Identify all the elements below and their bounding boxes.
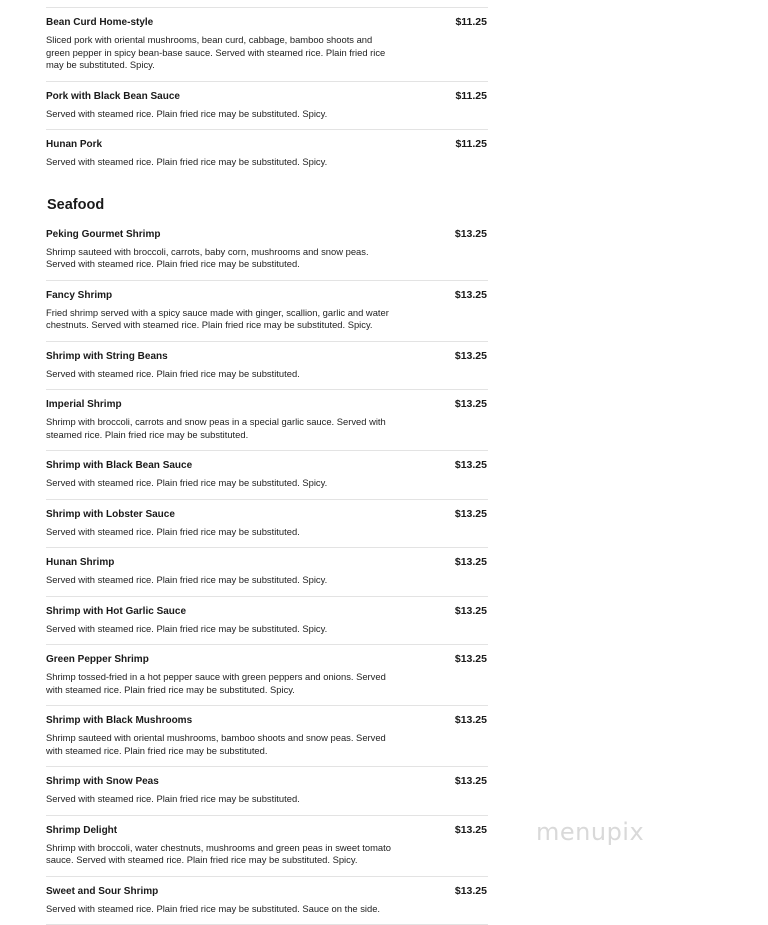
item-name: Pork with Black Bean Sauce (46, 90, 180, 102)
item-description: Served with steamed rice. Plain fried rice may be substituted. Spicy. (46, 622, 328, 634)
item-price: $11.25 (455, 89, 487, 102)
item-description: Served with steamed rice. Plain fried rice may be substituted. (46, 793, 300, 804)
item-description: Shrimp sauteed with broccoli, carrots, baby corn, mushrooms and snow peas. Served with steamed rice. Plain fried rice may be substituted. (46, 245, 369, 269)
item-name: Shrimp with Hot Garlic Sauce (46, 605, 187, 617)
item-description: Served with steamed rice. Plain fried rice may be substituted. (46, 525, 300, 537)
item-name: Imperial Shrimp (46, 399, 122, 410)
item-name: Green Pepper Shrimp (46, 654, 149, 665)
menu-item (46, 220, 488, 280)
item-price: $13.25 (454, 653, 487, 665)
item-name: Shrimp with Black Bean Sauce (46, 460, 193, 471)
item-name: Sweet and Sour Shrimp (46, 885, 159, 897)
menu-item (46, 81, 488, 130)
item-description: Served with steamed rice. Plain fried rice may be substituted. Spicy. (46, 107, 328, 119)
menu-item (46, 341, 488, 390)
item-price: $13.25 (454, 604, 487, 617)
item-name: Hunan Shrimp (46, 557, 115, 568)
item-price: $13.25 (454, 556, 487, 568)
menu-item (46, 876, 488, 925)
item-description: Shrimp with broccoli, carrots and snow peas in a special garlic sauce. Served with steamed rice. Plain fried rice may be substituted. (46, 416, 386, 440)
menu-item (46, 8, 488, 81)
item-name: Shrimp with Lobster Sauce (46, 508, 175, 520)
item-description: Served with steamed rice. Plain fried rice may be substituted. (46, 367, 300, 379)
menu-item (46, 280, 488, 341)
menu-item (46, 766, 488, 815)
item-name: Peking Gourmet Shrimp (46, 228, 161, 240)
item-price: $13.25 (454, 775, 487, 787)
item-description: Shrimp with broccoli, water chestnuts, mushrooms and green peas in sweet tomato sauce. Served with steamed rice. Plain fried rice may be substituted. Spicy. (46, 841, 391, 865)
menu-item (46, 389, 488, 450)
item-name: Bean Curd Home-style (46, 17, 154, 28)
item-name: Shrimp with String Beans (46, 350, 168, 362)
item-price: $13.25 (454, 507, 487, 520)
item-description: Shrimp tossed-fried in a hot pepper sauce with green peppers and onions. Served with steamed rice. Plain fried rice may be substituted. Spicy. (46, 671, 386, 695)
item-description: Fried shrimp served with a spicy sauce made with ginger, scallion, garlic and water chestnuts. Served with steamed rice. Plain fried rice may be substituted. Spicy. (46, 306, 389, 330)
menu-section-seafood (46, 178, 488, 925)
item-description: Served with steamed rice. Plain fried rice may be substituted. Spicy. (46, 477, 328, 488)
menu-item (46, 547, 488, 596)
menu-items (46, 220, 488, 925)
item-description: Sliced pork with oriental mushrooms, bean curd, cabbage, bamboo shoots and green pepper in spicy bean-base sauce. Served with steamed rice. Plain fried rice may be substituted. Spicy. (46, 34, 386, 70)
item-description: Served with steamed rice. Plain fried rice may be substituted. Sauce on the side. (46, 902, 381, 914)
item-price: $13.25 (454, 459, 487, 471)
menu (46, 0, 488, 925)
menu-section-pork (46, 8, 488, 178)
item-name: Fancy Shrimp (46, 289, 113, 301)
menu-items (46, 8, 488, 178)
menupix-logo: menupix (536, 818, 645, 846)
menu-item (46, 129, 488, 178)
menu-item (46, 596, 488, 645)
menu-item (46, 644, 488, 705)
item-name: Shrimp with Snow Peas (46, 776, 159, 787)
item-description: Served with steamed rice. Plain fried rice may be substituted. Spicy. (46, 156, 328, 167)
item-description: Shrimp sauteed with oriental mushrooms, bamboo shoots and snow peas. Served with steamed rice. Plain fried rice may be substituted. (46, 732, 386, 756)
item-name: Shrimp Delight (46, 824, 118, 836)
item-price: $11.25 (455, 138, 487, 150)
item-price: $13.25 (454, 398, 487, 410)
item-price: $11.25 (455, 16, 487, 28)
menu-item (46, 450, 488, 499)
item-description: Served with steamed rice. Plain fried rice may be substituted. Spicy. (46, 574, 328, 585)
menu-item (46, 705, 488, 766)
item-price: $13.25 (454, 714, 487, 726)
item-price: $13.25 (454, 884, 487, 897)
menu-item (46, 499, 488, 548)
section-title: Seafood (47, 196, 105, 213)
item-price: $13.25 (454, 227, 487, 240)
item-name: Shrimp with Black Mushrooms (46, 715, 193, 726)
menu-item (46, 815, 488, 876)
item-price: $13.25 (454, 823, 487, 836)
item-price: $13.25 (454, 288, 487, 301)
item-name: Hunan Pork (46, 139, 103, 150)
item-price: $13.25 (454, 349, 487, 362)
